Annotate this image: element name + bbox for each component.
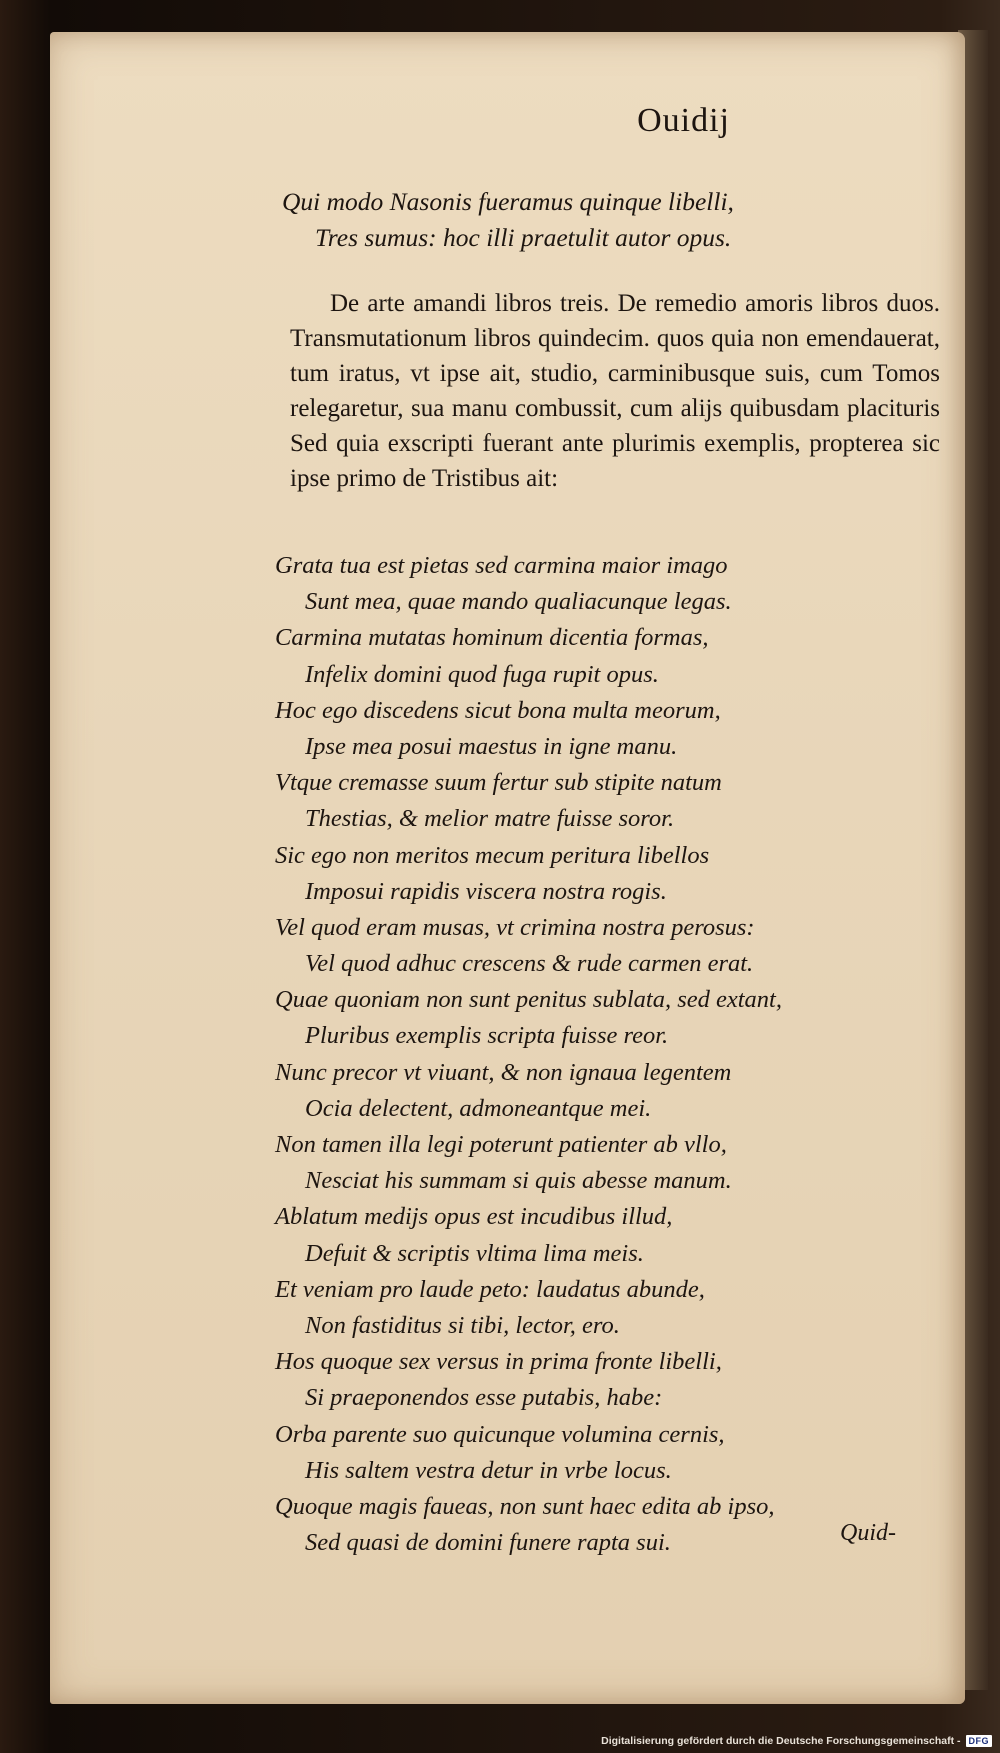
poem-line: Si praeponendos esse putabis, habe: — [305, 1384, 663, 1412]
poem-line: Quae quoniam non sunt penitus sublata, sed extant, — [275, 986, 782, 1014]
poem-line: Thestias, & melior matre fuisse soror. — [305, 805, 675, 833]
poem-line: Non fastiditus si tibi, lector, ero. — [305, 1311, 620, 1339]
poem-line: Infelix domini quod fuga rupit opus. — [305, 660, 659, 688]
poem-line: Vel quod eram musas, vt crimina nostra perosus: — [275, 913, 755, 941]
dfg-logo: DFG — [966, 1735, 993, 1747]
poem-line: Orba parente suo quicunque volumina cernis, — [275, 1420, 725, 1448]
prose-paragraph: De arte amandi libros treis. De remedio amoris libros duos. Transmutationum libros quindecim. quos quia non emendauerat, tum iratus, vt ipse ait, studio, carminibusque suis, cum Tomos relegaretur, sua manu combussit, cum alijs quibusdam placituris Sed quia exscripti fuerant ante plurimis exemplis, propterea sic ipse primo de Tristibus ait: — [290, 290, 940, 492]
poem-line: Et veniam pro laude peto: laudatus abunde, — [275, 1275, 705, 1303]
poem-line: Quoque magis faueas, non sunt haec edita ab ipso, — [275, 1492, 775, 1520]
poem-line: Ocia delectent, admoneantque mei. — [305, 1094, 652, 1122]
poem-line: Nesciat his summam si quis abesse manum. — [305, 1167, 732, 1195]
poem-line: Imposui rapidis viscera nostra rogis. — [305, 877, 667, 905]
poem-line: Vtque cremasse suum fertur sub stipite natum — [275, 769, 722, 797]
poem-line: Sed quasi de domini funere rapta sui. — [305, 1529, 671, 1557]
running-head: Ouidij — [637, 102, 730, 139]
poem-line: Ablatum medijs opus est incudibus illud, — [275, 1203, 673, 1231]
poem-line: Ipse mea posui maestus in igne manu. — [305, 732, 678, 760]
poem-line: Hos quoque sex versus in prima fronte libelli, — [275, 1348, 722, 1376]
poem-line: Non tamen illa legi poterunt patienter ab vllo, — [275, 1131, 727, 1158]
poem-line: Vel quod adhuc crescens & rude carmen erat. — [305, 950, 754, 978]
poem-line: Carmina mutatas hominum dicentia formas, — [275, 624, 709, 652]
catchword: Quid- — [840, 1520, 896, 1546]
poem-line: Hoc ego discedens sicut bona multa meorum, — [275, 696, 721, 724]
poem-line: Sunt mea, quae mando qualiacunque legas. — [305, 588, 732, 616]
poem-line: Defuit & scriptis vltima lima meis. — [305, 1239, 644, 1267]
poem-line: Nunc precor vt viuant, & non ignaua legentem — [275, 1058, 732, 1086]
poem-line: Grata tua est pietas sed carmina maior imago — [275, 552, 728, 579]
poem-line: His saltem vestra detur in vrbe locus. — [305, 1456, 672, 1484]
credit-text: Digitalisierung gefördert durch die Deutsche Forschungsgemeinschaft - — [601, 1735, 961, 1747]
book-page — [50, 32, 965, 1704]
intro-verse-line: Qui modo Nasonis fueramus quinque libelli, — [282, 187, 734, 216]
intro-verse-line: Tres sumus: hoc illi praetulit autor opus. — [315, 223, 732, 252]
poem-line: Pluribus exemplis scripta fuisse reor. — [305, 1022, 669, 1050]
digitization-credit — [601, 1735, 992, 1747]
poem-line: Sic ego non meritos mecum peritura libellos — [275, 841, 710, 869]
poem-block — [275, 548, 955, 1561]
